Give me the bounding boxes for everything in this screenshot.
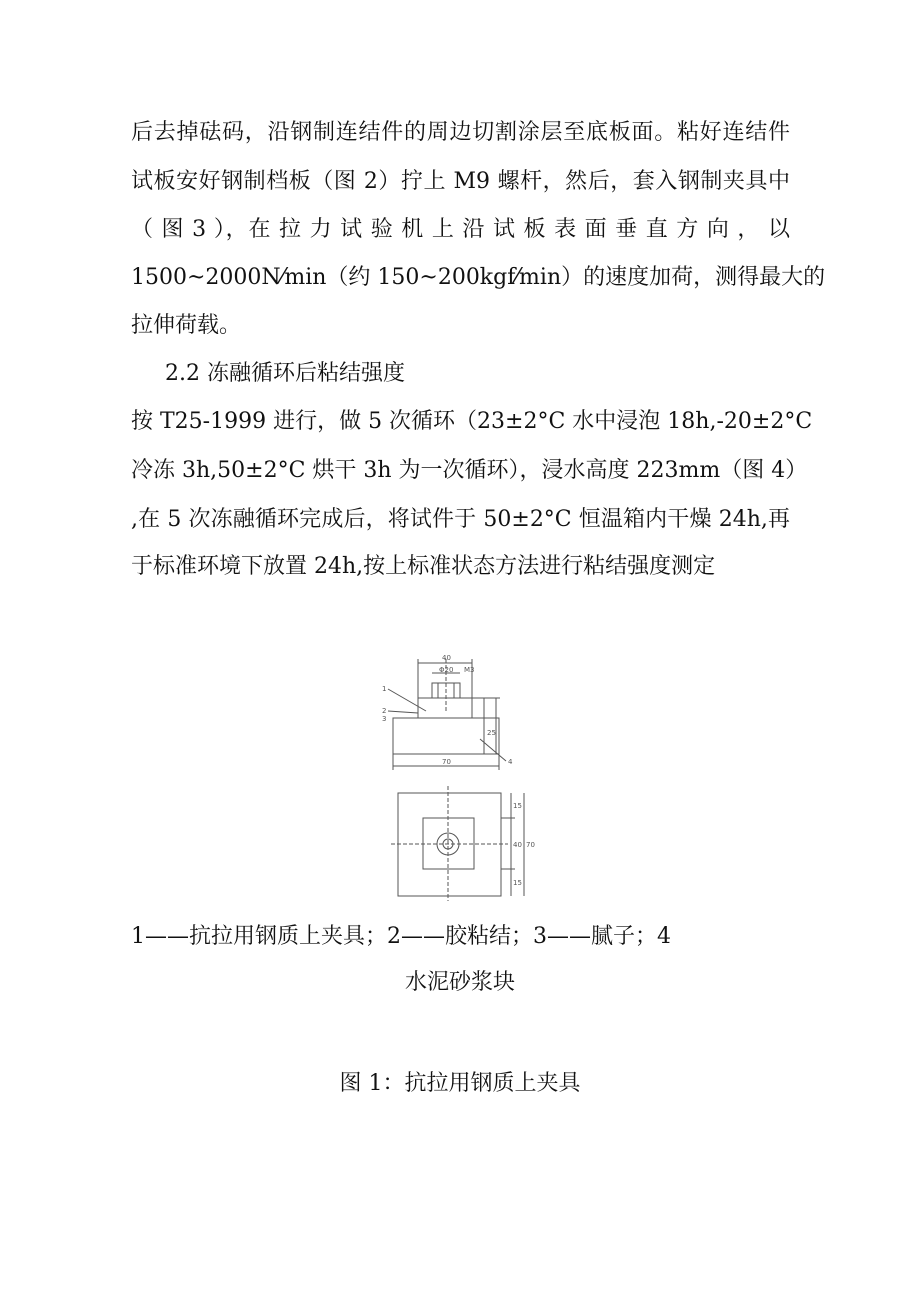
mortar-block [393,718,499,754]
steel-clamp-base [418,698,472,718]
text-line: 于标准环境下放置 24h,按上标准状态方法进行粘结强度测定 [131,554,716,579]
dim-plan-total: 70 [526,841,535,849]
text-line: 试板安好钢制档板（图 2）拧上 M9 螺杆，然后，套入钢制夹具中 [131,169,790,194]
text-line: ,在 5 次冻融循环完成后，将试件于 50±2°C 恒温箱内干燥 24h,再 [131,507,790,532]
dim-inner: Φ20 [439,666,454,674]
callout-4: 4 [508,758,513,766]
text-line: 拉伸荷载。 [131,313,242,338]
text-line: 1500~2000N⁄min（约 150~200kgf⁄min）的速度加荷，测得最大的 [131,265,826,290]
text-line: 按 T25-1999 进行，做 5 次循环（23±2°C 水中浸泡 18h,-20±2°C [131,409,813,434]
text-line: 冷冻 3h,50±2°C 烘干 3h 为一次循环），浸水高度 223mm（图 4） [131,458,808,483]
dim-plan-b: 40 [513,841,522,849]
dim-plan-a: 15 [513,802,522,810]
dim-bolt: M3 [464,666,475,674]
dim-plan-c: 15 [513,879,522,887]
text-line: （ 图 3 ），在 拉 力 试 验 机 上 沿 试 板 表 面 垂 直 方 向 ， 以 [131,217,790,242]
callout-1: 1 [382,685,387,693]
plan-block [398,793,501,896]
dim-top-width: 40 [442,654,451,662]
figure-caption: 图 1：抗拉用钢质上夹具 [339,1071,581,1096]
legend-line-2: 水泥砂浆块 [404,970,515,995]
text-line: 后去掉砝码，沿钢制连结件的周边切割涂层至底板面。粘好连结件 [131,120,790,145]
legend-line-1: 1——抗拉用钢质上夹具；2——胶粘结；3——腻子；4 [131,924,671,949]
dim-base-width: 70 [442,758,451,766]
section-heading: 2.2 冻融循环后粘结强度 [165,361,405,386]
callout-2: 2 [382,707,387,715]
dim-side: 25 [487,729,496,737]
callout-3: 3 [382,715,387,723]
clamp-drawing [376,651,536,903]
